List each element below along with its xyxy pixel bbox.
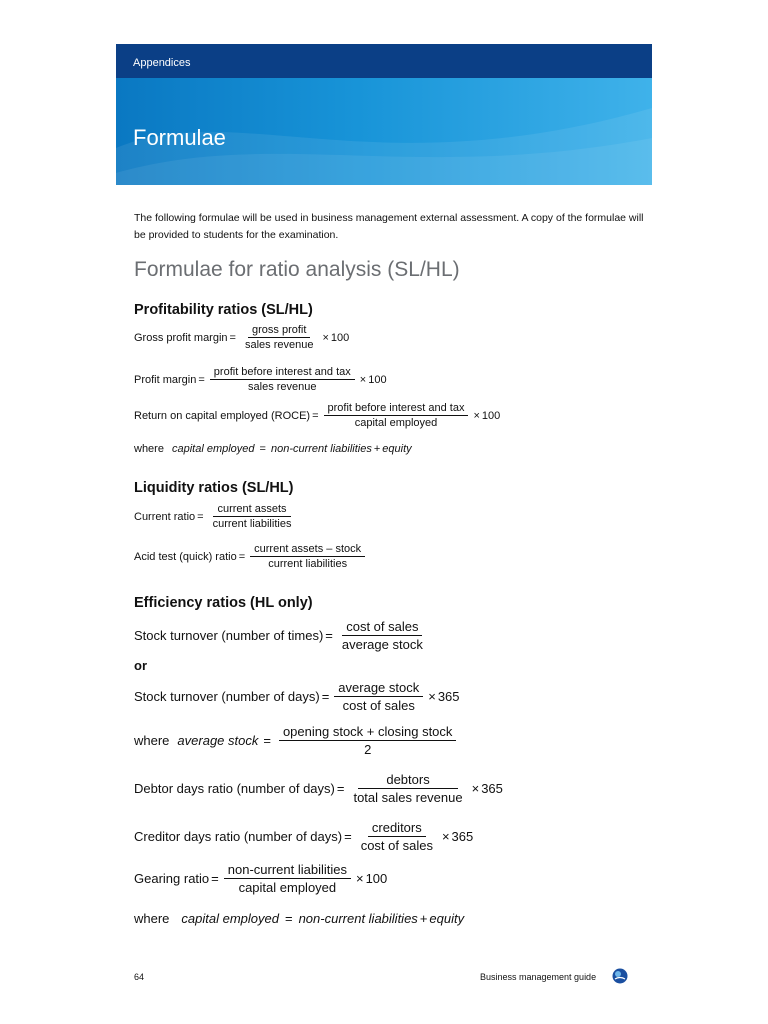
fraction — [357, 820, 437, 853]
equals-sign: = — [284, 911, 293, 926]
definition-rhs-a: non-current liabilities — [270, 443, 372, 455]
times-sign: × — [441, 829, 450, 844]
guide-title: Business management guide — [480, 972, 597, 982]
denominator: capital employed — [354, 417, 438, 429]
multiplier: 365 — [451, 829, 474, 844]
header-banner — [116, 44, 652, 185]
denominator: current liabilities — [212, 518, 292, 530]
multiplier: 365 — [481, 781, 503, 796]
numerator: profit before interest and tax — [324, 402, 469, 416]
fraction — [279, 724, 456, 757]
definition-rhs-b: equity — [382, 443, 412, 455]
denominator: sales revenue — [248, 381, 317, 393]
capital-employed-definition — [134, 443, 412, 455]
formula-label: Gearing ratio — [134, 871, 210, 886]
times-sign: × — [359, 373, 367, 386]
formula-label: Gross profit margin — [134, 331, 228, 344]
definition-rhs-b: equity — [429, 911, 465, 926]
fraction — [324, 402, 469, 429]
equals-sign: = — [229, 331, 236, 344]
numerator: cost of sales — [342, 619, 422, 636]
definition-lhs: average stock — [177, 733, 259, 748]
profitability-heading: Profitability ratios (SL/HL) — [134, 302, 313, 318]
multiplier: 100 — [368, 373, 387, 386]
denominator: current liabilities — [268, 558, 348, 570]
equals-sign: = — [325, 628, 333, 643]
plus-sign: + — [419, 911, 428, 926]
equals-sign: = — [263, 733, 271, 748]
fraction — [241, 324, 318, 351]
times-sign: × — [322, 331, 329, 344]
denominator: total sales revenue — [353, 790, 463, 805]
page-title: Formulae — [133, 125, 226, 150]
fraction — [338, 619, 427, 652]
definition-lhs: capital employed — [171, 443, 255, 455]
equals-sign: = — [336, 781, 345, 796]
numerator: gross profit — [248, 324, 310, 338]
numerator: current assets – stock — [250, 543, 365, 557]
denominator: sales revenue — [244, 339, 314, 351]
formula-debtor-days — [134, 772, 503, 805]
formula-label: Stock turnover (number of days) — [134, 689, 320, 704]
fraction — [224, 862, 351, 895]
numerator: non-current liabilities — [224, 862, 351, 879]
formula-label: Current ratio — [134, 510, 196, 523]
formula-label: Debtor days ratio (number of days) — [134, 781, 335, 796]
formula-label: Creditor days ratio (number of days) — [134, 829, 343, 844]
times-sign: × — [355, 871, 364, 886]
formula-profit-margin — [134, 366, 387, 393]
formula-gearing-ratio — [134, 862, 387, 895]
formula-gross-profit-margin — [134, 324, 349, 351]
definition-rhs-a: non-current liabilities — [298, 911, 418, 926]
numerator: average stock — [334, 680, 423, 697]
formula-label: Profit margin — [134, 373, 197, 386]
where-word: where — [134, 733, 170, 748]
or-text: or — [134, 658, 147, 673]
multiplier: 100 — [365, 871, 388, 886]
times-sign: × — [471, 781, 480, 796]
section-heading: Formulae for ratio analysis (SL/HL) — [134, 258, 460, 281]
ib-logo-icon — [612, 968, 628, 984]
equals-sign: = — [344, 829, 352, 844]
numerator: profit before interest and tax — [210, 366, 355, 380]
formula-creditor-days — [134, 820, 473, 853]
page-number: 64 — [134, 972, 145, 982]
average-stock-definition — [134, 724, 459, 757]
times-sign: × — [473, 409, 480, 422]
formula-label: Stock turnover (number of times) — [134, 628, 324, 643]
fraction — [209, 503, 296, 530]
formula-label: Acid test (quick) ratio — [134, 550, 237, 563]
capital-employed-definition-2 — [134, 911, 464, 926]
denominator: 2 — [364, 742, 372, 757]
efficiency-heading: Efficiency ratios (HL only) — [134, 595, 313, 611]
numerator: debtors — [358, 772, 457, 789]
denominator: cost of sales — [342, 698, 415, 713]
multiplier: 100 — [330, 331, 350, 344]
equals-sign: = — [211, 871, 219, 886]
where-word: where — [134, 911, 170, 926]
fraction — [210, 366, 355, 393]
numerator: opening stock + closing stock — [279, 724, 456, 741]
equals-sign: = — [197, 510, 204, 523]
banner-top-strip — [116, 44, 652, 78]
denominator: cost of sales — [360, 838, 433, 853]
where-word: where — [134, 443, 164, 455]
multiplier: 100 — [481, 409, 501, 422]
equals-sign: = — [238, 550, 246, 563]
equals-sign: = — [198, 373, 205, 386]
numerator: creditors — [368, 820, 426, 837]
multiplier: 365 — [437, 689, 460, 704]
numerator: current assets — [213, 503, 290, 517]
plus-sign: + — [373, 443, 381, 455]
denominator: capital employed — [238, 880, 337, 895]
fraction — [334, 680, 423, 713]
formula-roce — [134, 402, 500, 429]
section-label: Appendices — [133, 57, 191, 69]
formula-current-ratio — [134, 503, 298, 530]
formula-label: Return on capital employed (ROCE) — [134, 409, 311, 422]
equals-sign: = — [321, 689, 330, 704]
intro-paragraph: The following formulae will be used in business management external assessment. A copy of the formulae will be provided to students for the examination. — [134, 212, 644, 241]
fraction — [349, 772, 466, 805]
definition-lhs: capital employed — [181, 911, 279, 926]
equals-sign: = — [259, 443, 266, 455]
denominator: average stock — [341, 637, 423, 652]
liquidity-heading: Liquidity ratios (SL/HL) — [134, 480, 294, 496]
formula-stock-turnover-times — [134, 619, 430, 652]
equals-sign: = — [312, 409, 319, 422]
times-sign: × — [428, 689, 436, 704]
formula-acid-test — [134, 543, 368, 570]
formula-stock-turnover-days — [134, 680, 460, 713]
fraction — [250, 543, 365, 570]
